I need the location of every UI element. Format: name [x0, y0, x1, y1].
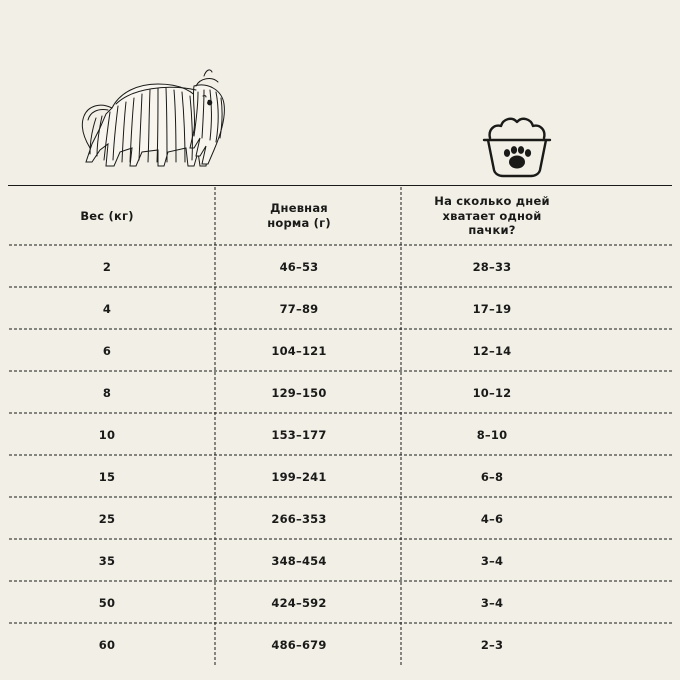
column-header-weight: Вес (кг) — [80, 208, 134, 223]
food-bowl-icon — [472, 108, 562, 186]
column-header-daily-norm — [206, 201, 392, 230]
cell-weight: 35 — [98, 553, 116, 568]
table-row — [0, 540, 680, 582]
feeding-table — [0, 186, 680, 666]
column-header-daily-norm-line2: норма (г) — [267, 216, 331, 230]
cell-weight: 15 — [98, 469, 116, 484]
cell-weight: 8 — [102, 385, 112, 400]
table-row — [0, 624, 680, 666]
cell-daily-norm: 486–679 — [271, 637, 327, 652]
cell-weight: 10 — [98, 427, 116, 442]
dog-illustration — [72, 56, 232, 186]
cell-days-per-pack: 8–10 — [476, 427, 508, 442]
cell-weight: 6 — [102, 343, 112, 358]
table-row — [0, 246, 680, 288]
dog-illustration-alt — [232, 56, 233, 57]
cell-daily-norm: 46–53 — [279, 259, 319, 274]
table-row — [0, 288, 680, 330]
table-row — [0, 498, 680, 540]
cell-weight: 4 — [102, 301, 112, 316]
cell-daily-norm: 266–353 — [271, 511, 327, 526]
cell-weight: 50 — [98, 595, 116, 610]
cell-daily-norm: 129–150 — [271, 385, 327, 400]
table-row — [0, 582, 680, 624]
table-row — [0, 372, 680, 414]
cell-weight: 60 — [98, 637, 116, 652]
food-bowl-icon-alt — [562, 108, 563, 109]
column-header-days-line1: На сколько дней — [434, 193, 550, 208]
cell-days-per-pack: 4–6 — [480, 511, 504, 526]
cell-days-per-pack: 17–19 — [472, 301, 512, 316]
column-header-daily-norm-line1: Дневная — [270, 201, 328, 216]
cell-daily-norm: 104–121 — [271, 343, 327, 358]
cell-daily-norm: 77–89 — [279, 301, 319, 316]
cell-days-per-pack: 12–14 — [472, 343, 512, 358]
column-header-days-line3: пачки? — [468, 223, 516, 238]
table-row — [0, 456, 680, 498]
cell-daily-norm: 424–592 — [271, 595, 327, 610]
cell-daily-norm: 153–177 — [271, 427, 327, 442]
cell-days-per-pack: 28–33 — [472, 259, 512, 274]
table-header-row — [0, 186, 680, 246]
column-header-days-line2: хватает одной — [442, 208, 542, 223]
illustration-area — [0, 0, 680, 186]
cell-weight: 2 — [102, 259, 112, 274]
cell-days-per-pack: 10–12 — [472, 385, 512, 400]
cell-days-per-pack: 3–4 — [480, 553, 504, 568]
table-row — [0, 330, 680, 372]
cell-daily-norm: 348–454 — [271, 553, 327, 568]
cell-weight: 25 — [98, 511, 116, 526]
cell-days-per-pack: 2–3 — [480, 637, 504, 652]
cell-days-per-pack: 6–8 — [480, 469, 504, 484]
column-header-days-per-pack — [392, 194, 592, 238]
table-row — [0, 414, 680, 456]
cell-days-per-pack: 3–4 — [480, 595, 504, 610]
cell-daily-norm: 199–241 — [271, 469, 327, 484]
